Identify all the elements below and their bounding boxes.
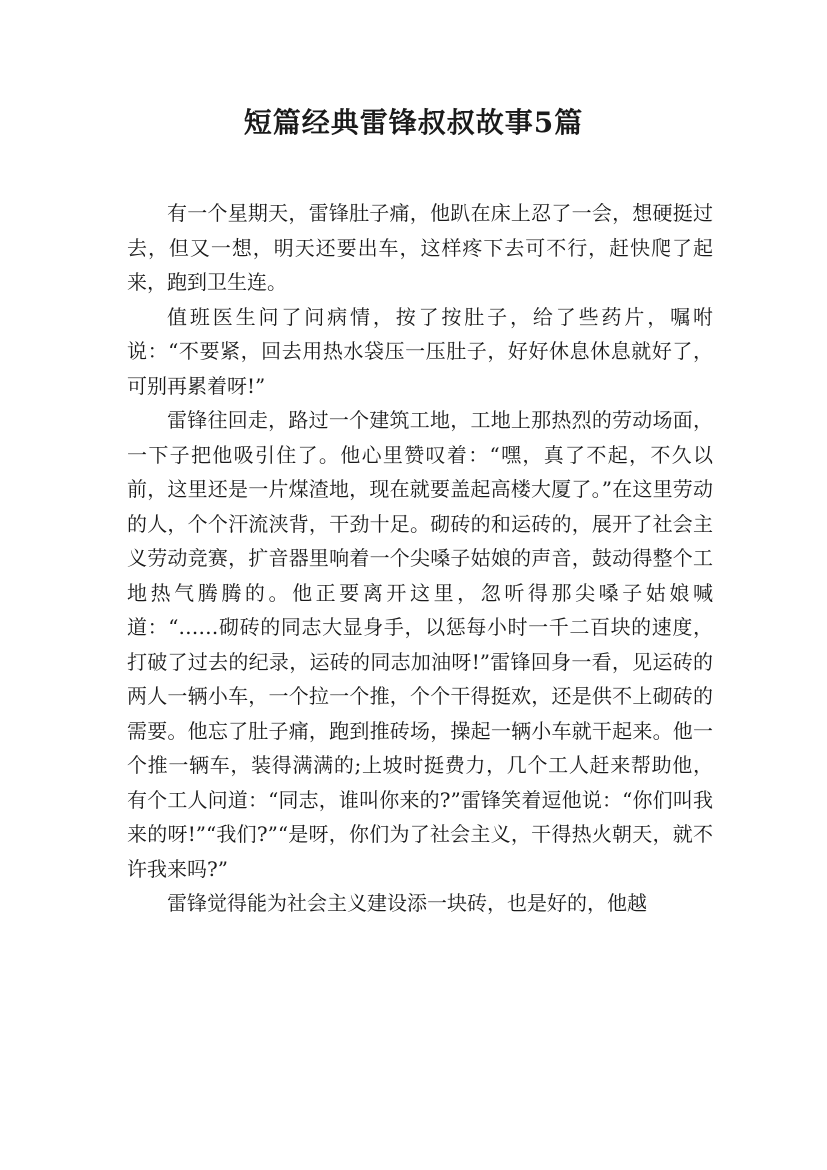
paragraph-3: 雷锋往回走，路过一个建筑工地，工地上那热烈的劳动场面，一下子把他吸引住了。他心里赞叹着：“嘿，真了不起，不久以前，这里还是一片煤渣地，现在就要盖起高楼大厦了。”在这里劳动的人，个个汗流浃背，干劲十足。砌砖的和运砖的，展开了社会主义劳动竞赛，扩音器里响着一个尖嗓子姑娘的声音，鼓动得整个工地热气腾腾的。他正要离开这里，忽听得那尖嗓子姑娘喊道：“……砌砖的同志大显身手，以惩每小时一千二百块的速度，打破了过去的纪录，运砖的同志加油呀!”雷锋回身一看，见运砖的两人一辆小车，一个拉一个推，个个干得挺欢，还是供不上砌砖的需要。他忘了肚子痛，跑到推砖场，操起一辆小车就干起来。他一个推一辆车，装得满满的;上坡时挺费力，几个工人赶来帮助他，有个工人问道：“同志，谁叫你来的?”雷锋笑着逗他说：“你们叫我来的呀!”“我们?”“是呀，你们为了社会主义，干得热火朝天，就不许我来吗?”	[127, 408, 713, 881]
paragraph-2: 值班医生问了问病情，按了按肚子，给了些药片，嘱咐说：“不要紧，回去用热水袋压一压肚子，好好休息休息就好了，可别再累着呀!”	[127, 304, 713, 398]
document-title: 短篇经典雷锋叔叔故事5篇	[243, 106, 584, 139]
paragraph-4: 雷锋觉得能为社会主义建设添一块砖，也是好的，他越	[167, 891, 647, 915]
paragraph-1: 有一个星期天，雷锋肚子痛，他趴在床上忍了一会，想硬挺过去，但又一想，明天还要出车，这样疼下去可不行，赶快爬了起来，跑到卫生连。	[127, 201, 713, 294]
document-body	[127, 196, 713, 921]
